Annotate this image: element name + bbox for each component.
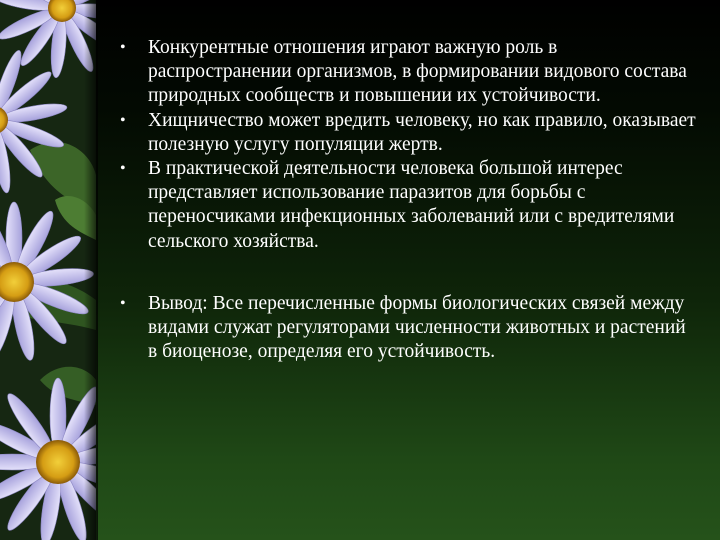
bullet-list [118, 36, 698, 364]
bullet-marker: • [120, 111, 126, 129]
bullet-text: Вывод: Все перечисленные формы биологических связей между видами служат регуляторами численности животных и растений в биоценозе, определяя его устойчивость. [148, 292, 686, 363]
bullet-item-predation [118, 109, 698, 157]
image-edge-shadow [84, 0, 98, 540]
bullet-item-conclusion [118, 292, 698, 365]
bullet-text: Хищничество может вредить человеку, но как правило, оказывает полезную услугу популяции жертв. [148, 109, 696, 155]
aster-flowers-image [0, 0, 96, 540]
bullet-item-competition [118, 36, 698, 109]
bullet-marker: • [120, 160, 126, 178]
bullet-marker: • [120, 39, 126, 56]
bullet-item-parasites [118, 157, 698, 254]
bullet-text: Конкурентные отношения играют важную роль в распространении организмов, в формировании видового состава природных сообществ и повышении их устойчивости. [148, 37, 687, 107]
bullet-text: В практической деятельности человека большой интерес представляет использование паразитов для борьбы с переносчиками инфекционных заболеваний или с вредителями сельского хозяйства. [148, 158, 675, 252]
bullet-marker: • [120, 294, 126, 312]
